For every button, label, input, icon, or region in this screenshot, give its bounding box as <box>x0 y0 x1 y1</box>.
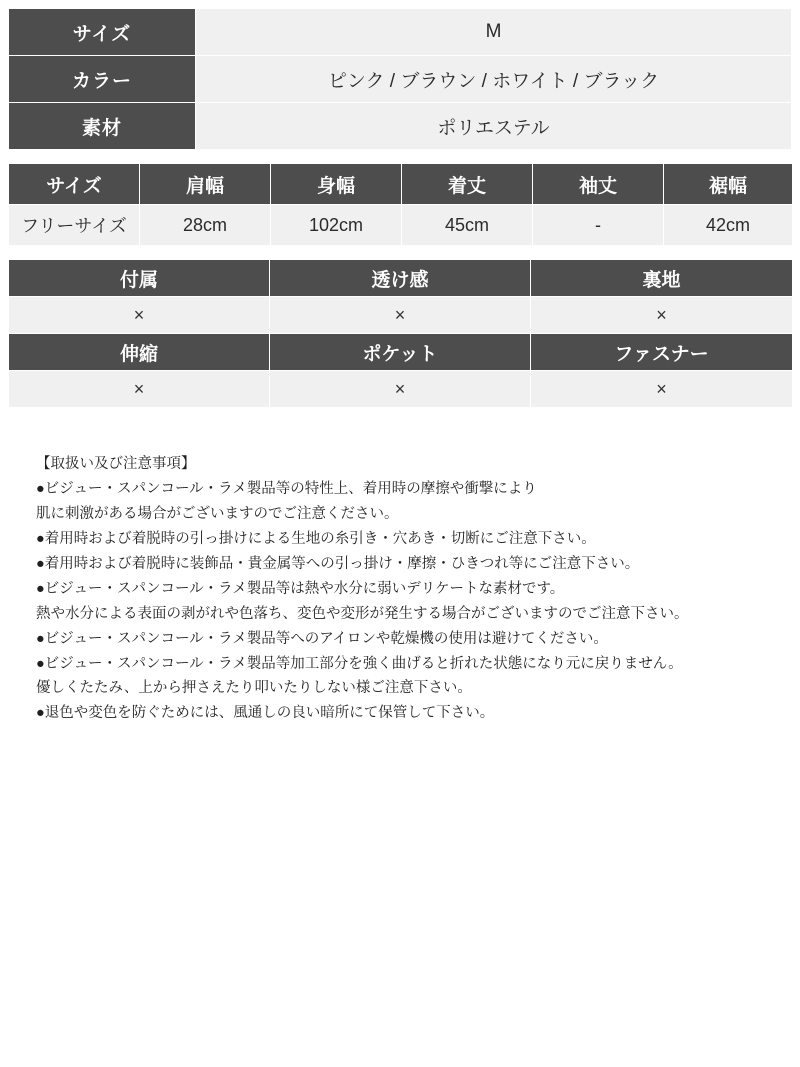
note-line: ●ビジュー・スパンコール・ラメ製品等加工部分を強く曲げると折れた状態になり元に戻りません。 <box>36 655 683 672</box>
attr-value-fastener: × <box>531 371 793 408</box>
spec-label-color: カラー <box>9 56 196 103</box>
spec-label-size: サイズ <box>9 9 196 56</box>
measurement-table <box>8 163 793 246</box>
note-line: 熱や水分による表面の剥がれや色落ち、変色や変形が発生する場合がございますのでご注意下さい。 <box>36 605 689 622</box>
spec-value-size: M <box>196 9 792 56</box>
table-row <box>9 205 793 246</box>
attr-value-pocket: × <box>270 371 531 408</box>
note-line: 優しくたたみ、上から押さえたり叩いたりしない様ご注意下さい。 <box>36 680 472 697</box>
attr-value-sheerness: × <box>270 297 531 334</box>
spec-table <box>8 8 792 150</box>
attr-value-stretch: × <box>9 371 270 408</box>
table-row <box>9 103 792 150</box>
measure-value-length: 45cm <box>402 205 533 246</box>
attr-header-sheerness: 透け感 <box>270 260 531 297</box>
attr-header-fastener: ファスナー <box>531 334 793 371</box>
measure-header-sleeve: 袖丈 <box>533 164 664 205</box>
attribute-table <box>8 259 793 408</box>
measure-header-size: サイズ <box>9 164 140 205</box>
measure-value-size: フリーサイズ <box>9 205 140 246</box>
note-line: ●ビジュー・スパンコール・ラメ製品等の特性上、着用時の摩擦や衝撃により <box>36 480 537 497</box>
spec-label-material: 素材 <box>9 103 196 150</box>
note-line: ●ビジュー・スパンコール・ラメ製品等は熱や水分に弱いデリケートな素材です。 <box>36 580 565 597</box>
measure-value-hem: 42cm <box>664 205 793 246</box>
table-header-row <box>9 334 793 371</box>
measure-value-sleeve: - <box>533 205 664 246</box>
measure-value-bust: 102cm <box>271 205 402 246</box>
note-line: ●ビジュー・スパンコール・ラメ製品等へのアイロンや乾燥機の使用は避けてください。 <box>36 630 608 647</box>
attr-header-accessory: 付属 <box>9 260 270 297</box>
measure-header-hem: 裾幅 <box>664 164 793 205</box>
table-header-row <box>9 164 793 205</box>
spec-value-material: ポリエステル <box>196 103 792 150</box>
table-header-row <box>9 260 793 297</box>
attr-value-accessory: × <box>9 297 270 334</box>
table-row <box>9 56 792 103</box>
table-row <box>9 9 792 56</box>
measure-header-length: 着丈 <box>402 164 533 205</box>
note-line: ●着用時および着脱時の引っ掛けによる生地の糸引き・穴あき・切断にご注意下さい。 <box>36 530 596 547</box>
note-line: ●退色や変色を防ぐためには、風通しの良い暗所にて保管して下さい。 <box>36 705 495 722</box>
table-row <box>9 297 793 334</box>
attr-header-stretch: 伸縮 <box>9 334 270 371</box>
table-row <box>9 371 793 408</box>
note-line: 肌に刺激がある場合がございますのでご注意ください。 <box>36 505 399 522</box>
measure-header-shoulder: 肩幅 <box>140 164 271 205</box>
measure-value-shoulder: 28cm <box>140 205 271 246</box>
care-notes <box>8 452 792 726</box>
attr-value-lining: × <box>531 297 793 334</box>
notes-title: 【取扱い及び注意事項】 <box>36 456 196 472</box>
attr-header-pocket: ポケット <box>270 334 531 371</box>
measure-header-bust: 身幅 <box>271 164 402 205</box>
note-line: ●着用時および着脱時に装飾品・貴金属等への引っ掛け・摩擦・ひきつれ等にご注意下さい。 <box>36 555 640 572</box>
spec-value-color: ピンク / ブラウン / ホワイト / ブラック <box>196 56 792 103</box>
attr-header-lining: 裏地 <box>531 260 793 297</box>
